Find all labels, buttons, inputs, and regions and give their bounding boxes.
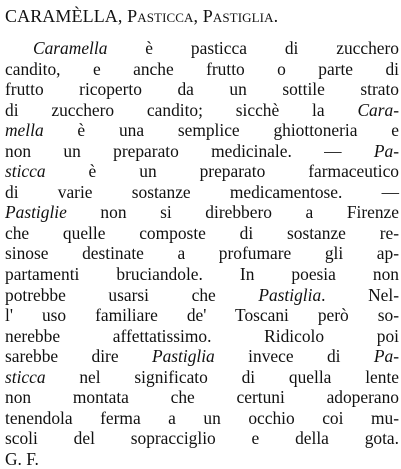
text-line (5, 346, 399, 367)
text-segment: non montata che certuni adoperano (5, 387, 399, 408)
text-line (5, 223, 399, 244)
text-line (5, 264, 399, 285)
text-segment: di varie sostanze medicamentose. — (5, 181, 399, 202)
italic-term: Pa- (373, 140, 399, 161)
text-line (5, 59, 399, 80)
text-line (5, 367, 399, 388)
text-segment: candito, e anche frutto o parte di (5, 58, 399, 79)
author-signature: G. F. (5, 448, 39, 469)
text-line (5, 305, 399, 326)
italic-term: Pastiglia (151, 346, 215, 367)
text-segment: invece di (214, 346, 374, 367)
text-line (5, 79, 399, 100)
text-segment: che quelle composte di sostanze re- (5, 222, 399, 243)
text-segment: tenendola ferma a un occhio coi mu- (5, 407, 399, 428)
text-segment: è un preparato farmaceutico (45, 161, 399, 182)
synonym-pastiglia: Pastiglia (202, 6, 274, 26)
text-segment: è una semplice ghiottoneria e (43, 120, 399, 141)
synonym-pasticca: Pasticca (127, 6, 194, 26)
text-line (5, 285, 399, 306)
heading-separator: , (193, 6, 203, 26)
italic-term: Pa- (373, 346, 399, 367)
text-segment: l' uso familiare de' Toscani però so- (5, 305, 399, 326)
text-line (5, 326, 399, 347)
text-segment: è pasticca di zucchero (107, 38, 399, 58)
heading-separator: , (117, 6, 128, 26)
text-segment: non un preparato medicinale. — (5, 140, 374, 161)
text-line (5, 428, 399, 449)
text-line (5, 161, 399, 182)
italic-term: Pastiglie (5, 202, 67, 223)
italic-term: Pastiglia (258, 284, 322, 305)
text-segment: frutto ricoperto da un sottile strato (5, 79, 399, 100)
text-line (5, 141, 399, 162)
text-line (5, 182, 399, 203)
text-line (5, 387, 399, 408)
text-segment: sarebbe dire (5, 346, 152, 367)
text-line (5, 100, 399, 121)
italic-term: Cara- (357, 99, 399, 120)
text-segment: sinose destinate a profumare gli ap- (5, 243, 399, 264)
entry-heading (5, 6, 278, 26)
text-line (5, 202, 399, 223)
text-line (5, 120, 399, 141)
text-segment: potrebbe usarsi che (5, 284, 259, 305)
text-line (5, 408, 399, 429)
text-segment: nel significato di quella lente (45, 366, 399, 387)
text-segment: nerebbe affettatissimo. Ridicolo poi (5, 325, 399, 346)
italic-term: sticca (5, 366, 46, 387)
italic-term: sticca (5, 161, 46, 182)
text-segment: partamenti bruciandole. In poesia non (5, 264, 399, 285)
italic-term: Caramella (33, 38, 108, 58)
text-line (5, 38, 399, 59)
text-segment: di zucchero candito; sicchè la (5, 99, 358, 120)
text-segment: scoli del sopracciglio e della gota. (5, 428, 399, 449)
headword: CARAMÈLLA (5, 6, 118, 26)
heading-period: . (273, 6, 279, 26)
text-segment: non si direbbero a Firenze (66, 202, 399, 223)
italic-term: mella (5, 120, 44, 141)
entry-body (5, 38, 399, 469)
text-line (5, 243, 399, 264)
text-segment: . Nel- (321, 284, 399, 305)
